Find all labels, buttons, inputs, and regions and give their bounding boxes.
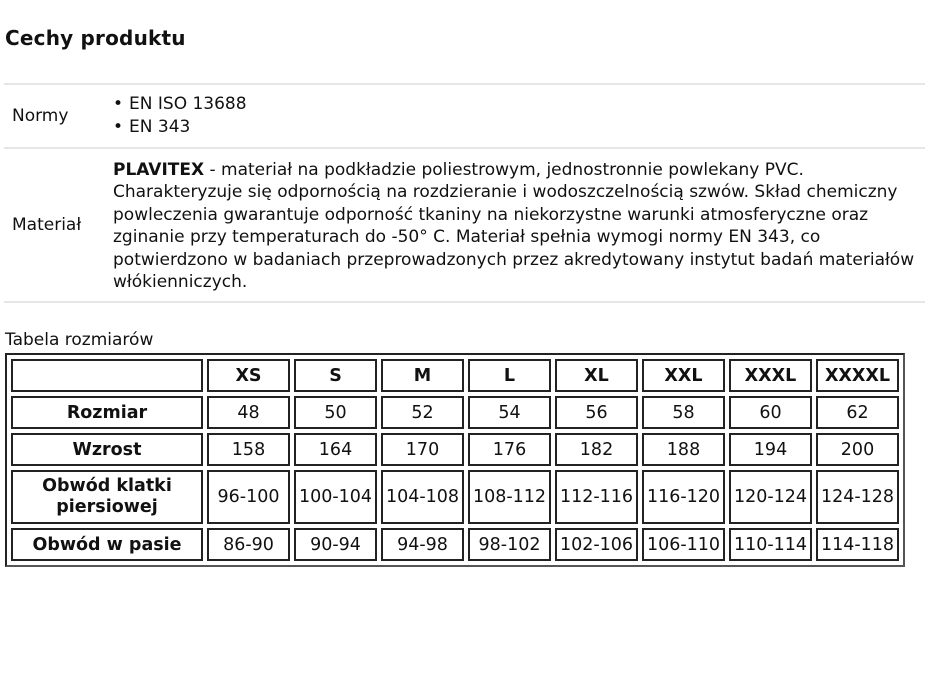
- table-cell: 164: [294, 433, 377, 466]
- table-cell: 116-120: [642, 470, 725, 524]
- table-cell: 90-94: [294, 528, 377, 561]
- table-cell: 170: [381, 433, 464, 466]
- table-cell: 48: [207, 396, 290, 429]
- table-cell: 194: [729, 433, 812, 466]
- table-row-obwod-klatki: [11, 470, 899, 524]
- row-label: Wzrost: [11, 433, 203, 466]
- table-row-rozmiar: [11, 396, 899, 429]
- normy-item: • EN 343: [113, 116, 925, 139]
- table-cell: 102-106: [555, 528, 638, 561]
- table-cell: 100-104: [294, 470, 377, 524]
- normy-item: • EN ISO 13688: [113, 93, 925, 116]
- row-label: Obwód klatki piersiowej: [11, 470, 203, 524]
- table-cell: 52: [381, 396, 464, 429]
- table-cell: 96-100: [207, 470, 290, 524]
- table-row-obwod-pasie: [11, 528, 899, 561]
- table-cell: 108-112: [468, 470, 551, 524]
- table-cell: 50: [294, 396, 377, 429]
- size-header-xxxl: XXXL: [729, 359, 812, 392]
- normy-value: [113, 84, 925, 148]
- table-cell: 54: [468, 396, 551, 429]
- table-cell: 182: [555, 433, 638, 466]
- table-row-wzrost: [11, 433, 899, 466]
- table-cell: 98-102: [468, 528, 551, 561]
- size-table-header-row: [11, 359, 899, 392]
- page-title: Cechy produktu: [5, 26, 186, 50]
- size-header-empty: [11, 359, 203, 392]
- features-row-material: [4, 148, 925, 302]
- row-label: Rozmiar: [11, 396, 203, 429]
- size-header-s: S: [294, 359, 377, 392]
- table-cell: 106-110: [642, 528, 725, 561]
- material-label: Materiał: [12, 215, 82, 235]
- table-cell: 114-118: [816, 528, 899, 561]
- table-cell: 86-90: [207, 528, 290, 561]
- size-header-xxl: XXL: [642, 359, 725, 392]
- table-cell: 56: [555, 396, 638, 429]
- table-cell: 60: [729, 396, 812, 429]
- table-cell: 110-114: [729, 528, 812, 561]
- table-cell: 200: [816, 433, 899, 466]
- normy-list: [113, 93, 925, 139]
- table-cell: 124-128: [816, 470, 899, 524]
- table-cell: 94-98: [381, 528, 464, 561]
- size-table-caption: Tabela rozmiarów: [5, 330, 154, 350]
- material-description: [113, 157, 925, 294]
- table-cell: 62: [816, 396, 899, 429]
- table-cell: 104-108: [381, 470, 464, 524]
- table-cell: 112-116: [555, 470, 638, 524]
- material-value: [113, 148, 925, 302]
- table-cell: 120-124: [729, 470, 812, 524]
- features-table: [4, 83, 925, 303]
- size-header-xl: XL: [555, 359, 638, 392]
- table-cell: 58: [642, 396, 725, 429]
- table-cell: 188: [642, 433, 725, 466]
- material-description-text: - materiał na podkładzie poliestrowym, jednostronnie powlekany PVC. Charakteryzuje się odpornością na rozdzieranie i wodoszczelnością szwów. Skład chemiczny powleczenia gwarantuje odporność tkaniny na niekorzystne warunki atmosferyczne oraz zginanie przy temperaturach do -50° C. Materiał spełnia wymogi normy EN 343, co potwierdzono w badaniach przeprowadzonych przez akredytowany instytut badań materiałów włókienniczych.: [113, 159, 915, 292]
- size-table: [5, 353, 905, 567]
- table-cell: 158: [207, 433, 290, 466]
- material-name: PLAVITEX: [113, 159, 205, 180]
- size-header-xs: XS: [207, 359, 290, 392]
- size-header-xxxxl: XXXXL: [816, 359, 899, 392]
- size-header-m: M: [381, 359, 464, 392]
- normy-label: Normy: [12, 106, 69, 126]
- features-row-normy: [4, 84, 925, 148]
- table-cell: 176: [468, 433, 551, 466]
- size-header-l: L: [468, 359, 551, 392]
- row-label: Obwód w pasie: [11, 528, 203, 561]
